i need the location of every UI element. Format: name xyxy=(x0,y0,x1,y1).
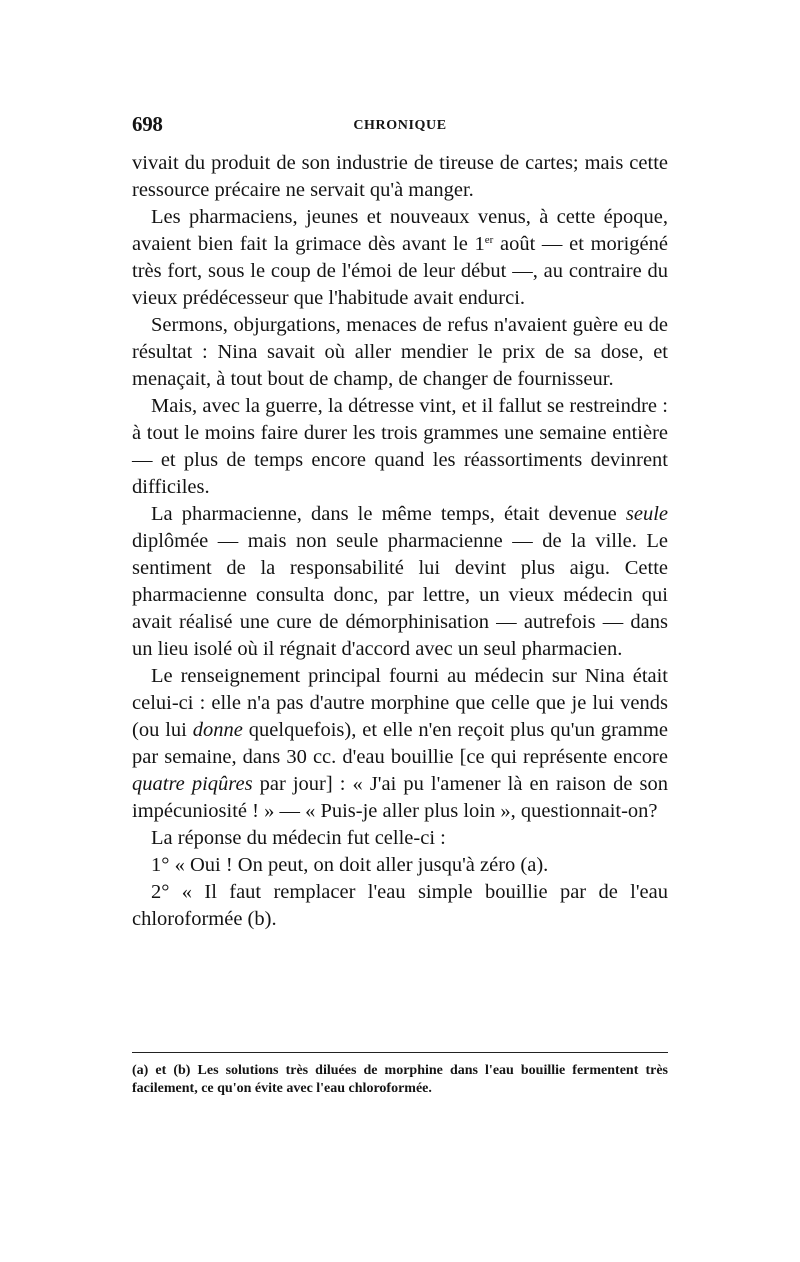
paragraph-4: Mais, avec la guerre, la détresse vint, et il fallut se restreindre : à tout le moins faire durer les trois grammes une semaine entière — et plus de temps encore quand les réassortiments devinrent difficiles. xyxy=(132,395,668,498)
footnote xyxy=(132,1062,668,1098)
paragraph-1: vivait du produit de son industrie de tireuse de cartes; mais cette ressource précaire ne servait qu'à manger. xyxy=(132,152,668,201)
paragraph-6-text-a: Le renseignement principal fourni au médecin sur Nina était celui-ci : elle n'a pas d'autre morphine que celle que je lui vends (ou lui xyxy=(132,665,668,741)
paragraph-6 xyxy=(132,663,668,825)
paragraph-2 xyxy=(132,204,668,312)
page-number: 698 xyxy=(132,112,163,136)
paragraph-3: Sermons, objurgations, menaces de refus n'avaient guère eu de résultat : Nina savait où aller mendier le prix de sa dose, et menaçait, à tout bout de champ, de changer de fournisseur. xyxy=(132,314,668,390)
running-head: CHRONIQUE xyxy=(353,118,447,133)
paragraph-2-text-b: août — et morigéné très fort, sous le coup de l'émoi de leur début —, au contraire du vieux prédécesseur que l'habitude avait endurci. xyxy=(132,233,668,309)
emphasis-seule: seule xyxy=(625,503,668,525)
paragraph-8: 1° « Oui ! On peut, on doit aller jusqu'à zéro (a). xyxy=(151,854,549,876)
paragraph-6-text-c: par jour] : « J'ai pu l'amener là en raison de son impécuniosité ! » — « Puis-je aller plus loin », questionnait-on? xyxy=(132,773,668,822)
paragraph-5-text-a: La pharmacienne, dans le même temps, était devenue xyxy=(151,503,626,525)
paragraph-7: La réponse du médecin fut celle-ci : xyxy=(151,827,446,849)
paragraph-6-text-b: quelquefois), et elle n'en reçoit plus qu'un gramme par semaine, dans 30 cc. d'eau bouillie [ce qui représente encore xyxy=(132,719,669,768)
footnote-text: (a) et (b) Les solutions très diluées de morphine dans l'eau bouillie fermentent très facilement, ce qu'on évite avec l'eau chloroformée. xyxy=(132,1063,668,1096)
emphasis-quatre-piqures: quatre piqûres xyxy=(132,773,253,795)
footnote-rule xyxy=(132,1052,668,1053)
paragraph-5-text-b: diplômée — mais non seule pharmacienne — de la ville. Le sentiment de la responsabilité lui devint plus aigu. Cette pharmacienne consulta donc, par lettre, un vieux médecin qui avait réalisé une cure de démorphinisation — autrefois — dans un lieu isolé où il régnait d'accord avec un seul pharmacien. xyxy=(132,530,668,660)
paragraph-9: 2° « Il faut remplacer l'eau simple bouillie par de l'eau chloroformée (b). xyxy=(132,881,668,930)
emphasis-donne: donne xyxy=(192,719,243,741)
body-text xyxy=(132,150,668,933)
paragraph-2-text-a: Les pharmaciens, jeunes et nouveaux venus, à cette époque, avaient bien fait la grimace dès avant le 1 xyxy=(132,206,668,255)
page-header xyxy=(132,112,668,138)
superscript-er: er xyxy=(484,234,494,246)
paragraph-5 xyxy=(132,501,668,663)
